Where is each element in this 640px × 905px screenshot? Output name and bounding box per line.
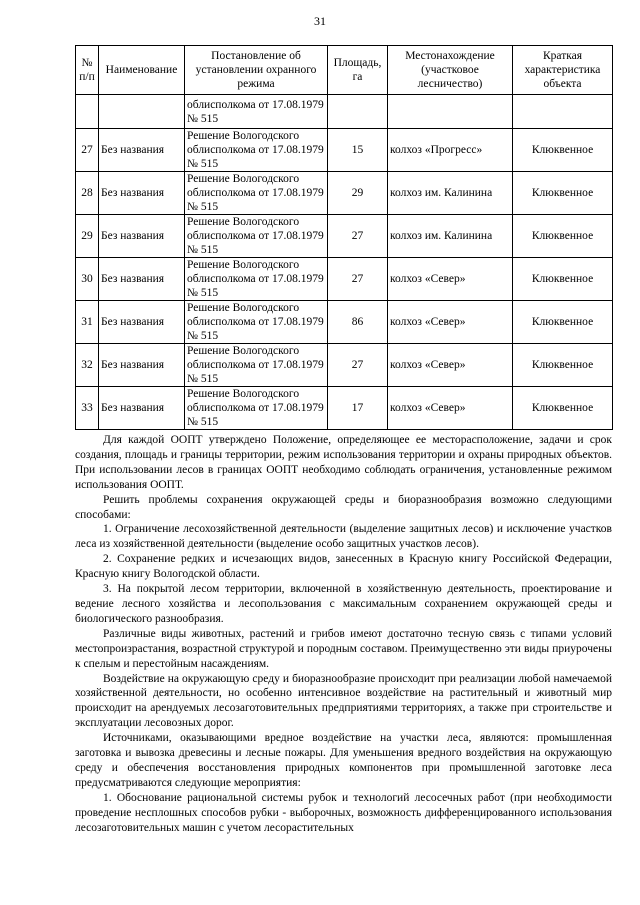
cell-type: Клюквенное xyxy=(513,172,613,215)
cell-decree: Решение Вологодского облисполкома от 17.08.1979 № 515 xyxy=(185,129,328,172)
cell-decree: Решение Вологодского облисполкома от 17.08.1979 № 515 xyxy=(185,301,328,344)
cell-area: 27 xyxy=(328,215,388,258)
header-num: № п/п xyxy=(76,46,99,95)
cell-name: Без названия xyxy=(99,172,185,215)
paragraph: Различные виды животных, растений и грибов имеют достаточно тесную связь с типами условий местопроизрастания, возрастной структурой и породным составом. Преимущественно эти виды приурочены к спелым и перестойным насаждениям. xyxy=(75,627,612,670)
cell-num: 30 xyxy=(76,258,99,301)
cell-decree: Решение Вологодского облисполкома от 17.08.1979 № 515 xyxy=(185,344,328,387)
list-item: 3. На покрытой лесом территории, включенной в хозяйственную деятельность, проектирование и ведение лесного хозяйства и лесопользования с максимальным сохранением окружающей среды и биологического разнообразия. xyxy=(75,583,612,625)
cell-type: Клюквенное xyxy=(513,258,613,301)
header-area: Площадь, га xyxy=(328,46,388,95)
cell-name: Без названия xyxy=(99,301,185,344)
cell-name: Без названия xyxy=(99,129,185,172)
cell-area: 29 xyxy=(328,172,388,215)
table-row xyxy=(76,172,613,215)
cell-area: 17 xyxy=(328,387,388,430)
cell-name: Без названия xyxy=(99,344,185,387)
cell-type: Клюквенное xyxy=(513,387,613,430)
cell-type: Клюквенное xyxy=(513,129,613,172)
list-item: 2. Сохранение редких и исчезающих видов, занесенных в Красную книгу Российской Федерации, Красную книгу Вологодской области. xyxy=(75,553,612,581)
cell-decree: Решение Вологодского облисполкома от 17.08.1979 № 515 xyxy=(185,258,328,301)
paragraph: Решить проблемы сохранения окружающей среды и биоразнообразия возможно следующими способами: xyxy=(75,493,612,521)
table-header-row xyxy=(76,46,613,95)
table-row xyxy=(76,129,613,172)
page-number: 31 xyxy=(314,14,326,28)
cell-location: колхоз «Прогресс» xyxy=(388,129,513,172)
cell-num: 32 xyxy=(76,344,99,387)
cell-num xyxy=(76,95,99,129)
body-text xyxy=(75,433,612,835)
cell-decree: облисполкома от 17.08.1979 № 515 xyxy=(185,95,328,129)
cell-location: колхоз «Север» xyxy=(388,344,513,387)
table-row xyxy=(76,258,613,301)
cell-num: 33 xyxy=(76,387,99,430)
cell-type xyxy=(513,95,613,129)
cell-num: 29 xyxy=(76,215,99,258)
table-row xyxy=(76,344,613,387)
cell-area: 27 xyxy=(328,344,388,387)
cell-decree: Решение Вологодского облисполкома от 17.08.1979 № 515 xyxy=(185,215,328,258)
cell-name: Без названия xyxy=(99,258,185,301)
table-row-continuation xyxy=(76,95,613,129)
cell-location xyxy=(388,95,513,129)
cell-area: 27 xyxy=(328,258,388,301)
cell-type: Клюквенное xyxy=(513,215,613,258)
table-row xyxy=(76,387,613,430)
cell-area: 15 xyxy=(328,129,388,172)
paragraph: Источниками, оказывающими вредное воздействие на участки леса, являются: промышленная заготовка и вывозка древесины и лесные пожары. Для уменьшения вредного воздействия на окружающую среду и обеспечения восстановления природных компонентов при промышленной заготовке леса предусматриваются следующие мероприятия: xyxy=(75,732,612,789)
cell-decree: Решение Вологодского облисполкома от 17.08.1979 № 515 xyxy=(185,172,328,215)
cell-area xyxy=(328,95,388,129)
header-type: Краткая характеристика объекта xyxy=(513,46,613,95)
paragraph: 1. Обоснование рациональной системы рубок и технологий лесосечных работ (при необходимости проведение несплошных способов рубки - выборочных, возможность дифференцированного использования лесозаготовительных машин с учетом лесорастительных xyxy=(75,791,612,834)
header-decree: Постановление об установлении охранного режима xyxy=(185,46,328,95)
cell-num: 31 xyxy=(76,301,99,344)
cell-num: 27 xyxy=(76,129,99,172)
paragraph: Для каждой ООПТ утверждено Положение, определяющее ее месторасположение, задачи и срок создания, площадь и границы территории, режим использования территории и охраны природных объектов. При использовании лесов в границах ООПТ необходимо соблюдать ограничения, установленные режимом использования ООПТ. xyxy=(75,434,612,491)
cell-name: Без названия xyxy=(99,387,185,430)
cell-location: колхоз «Север» xyxy=(388,258,513,301)
table-row xyxy=(76,301,613,344)
cell-location: колхоз им. Калинина xyxy=(388,172,513,215)
cell-area: 86 xyxy=(328,301,388,344)
cell-name xyxy=(99,95,185,129)
cell-location: колхоз им. Калинина xyxy=(388,215,513,258)
cell-type: Клюквенное xyxy=(513,301,613,344)
table-row xyxy=(76,215,613,258)
cell-decree: Решение Вологодского облисполкома от 17.08.1979 № 515 xyxy=(185,387,328,430)
cell-location: колхоз «Север» xyxy=(388,301,513,344)
list-item: 1. Ограничение лесохозяйственной деятельности (выделение защитных лесов) и исключение участков леса из хозяйственной деятельности (выделение особо защитных участков лесов). xyxy=(75,523,612,551)
ooпt-table xyxy=(75,45,613,430)
cell-num: 28 xyxy=(76,172,99,215)
cell-name: Без названия xyxy=(99,215,185,258)
cell-type: Клюквенное xyxy=(513,344,613,387)
header-name: Наименование xyxy=(99,46,185,95)
header-location: Местонахождение (участковое лесничество) xyxy=(388,46,513,95)
cell-location: колхоз «Север» xyxy=(388,387,513,430)
paragraph: Воздействие на окружающую среду и биоразнообразие происходит при реализации любой намечаемой хозяйственной деятельности, но особенно интенсивное воздействие на растительный и животный мир происходит на арендуемых лесозаготовительных предприятиями территориях, а также при строительстве и эксплуатации лесовозных дорог. xyxy=(75,672,612,730)
